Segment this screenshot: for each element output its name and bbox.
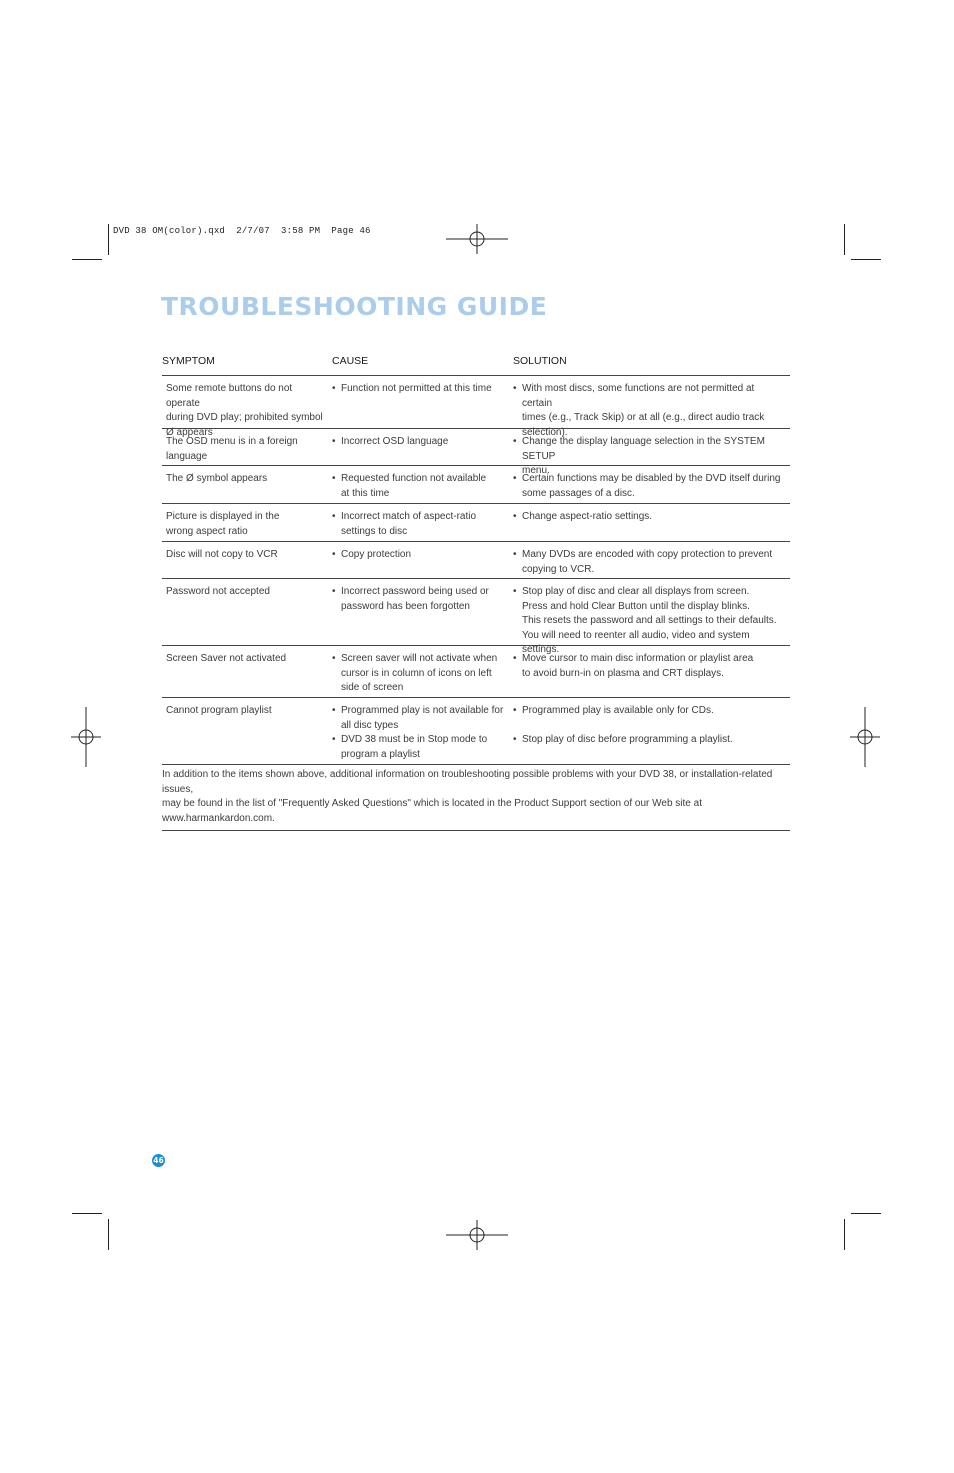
crop-mark	[108, 1219, 109, 1250]
header-solution: SOLUTION	[513, 355, 567, 367]
registration-mark-icon	[446, 1220, 508, 1250]
solution-cell	[513, 435, 790, 476]
symptom-cell: Some remote buttons do not operate during DVD play; prohibited symbol Ø appears	[166, 383, 323, 438]
solution-item: • Programmed play is available only for CDs.	[513, 704, 786, 719]
page-number-badge: 46	[153, 1156, 164, 1165]
cause-item: • Incorrect password being used or password has been forgotten	[332, 585, 513, 614]
solution-cell	[513, 548, 790, 578]
solution-cell	[513, 652, 790, 697]
cause-cell	[332, 510, 513, 541]
registration-mark-icon	[71, 707, 101, 767]
header-cause: CAUSE	[332, 355, 369, 367]
cause-cell	[332, 472, 513, 503]
table-header	[162, 352, 790, 376]
solution-item: • Certain functions may be disabled by the DVD itself during some passages of a disc.	[513, 472, 786, 501]
crop-mark	[844, 1219, 845, 1250]
cause-item: • Incorrect OSD language	[332, 435, 513, 450]
registration-mark-icon	[446, 224, 508, 254]
cause-cell	[332, 382, 513, 428]
solution-item: • Stop play of disc before programming a playlist.	[513, 733, 786, 748]
cause-item: • Copy protection	[332, 548, 513, 563]
symptom-cell: Picture is displayed in the wrong aspect ratio	[166, 511, 280, 537]
cause-cell	[332, 435, 513, 465]
solution-item: • Stop play of disc and clear all displays from screen. Press and hold Clear Button until the display blinks. This resets the password and all settings to their defaults. You will need to reenter all audio, video and system settings.	[513, 585, 786, 658]
solution-item: • Many DVDs are encoded with copy protection to prevent copying to VCR.	[513, 548, 786, 577]
cause-item: • Screen saver will not activate when cursor is in column of icons on left side of screen	[332, 652, 513, 696]
crop-mark	[72, 1213, 102, 1214]
symptom-cell: The OSD menu is in a foreign language	[166, 436, 298, 462]
solution-cell	[513, 704, 790, 764]
cause-cell	[332, 585, 513, 645]
table-row	[162, 466, 790, 504]
solution-item: • With most discs, some functions are not permitted at certain times (e.g., Track Skip) or at all (e.g., direct audio track selection).	[513, 382, 786, 440]
cause-item: • Incorrect match of aspect-ratio settings to disc	[332, 510, 513, 539]
cause-cell	[332, 652, 513, 697]
cause-item: • Programmed play is not available for all disc types	[332, 704, 513, 733]
solution-item: • Move cursor to main disc information or playlist area to avoid burn-in on plasma and CRT displays.	[513, 652, 786, 681]
solution-cell	[513, 382, 790, 438]
table-row	[162, 504, 790, 542]
file-slug: DVD 38 OM(color).qxd 2/7/07 3:58 PM Page 46	[113, 226, 371, 236]
symptom-cell: Screen Saver not activated	[166, 653, 287, 664]
symptom-cell: Disc will not copy to VCR	[166, 549, 278, 560]
solution-item: • Change aspect-ratio settings.	[513, 510, 786, 525]
table-row	[162, 579, 790, 655]
cause-item: • DVD 38 must be in Stop mode to program a playlist	[332, 733, 513, 762]
registration-mark-icon	[850, 707, 880, 767]
header-symptom: SYMPTOM	[162, 355, 215, 367]
troubleshooting-table	[162, 352, 790, 831]
crop-mark	[108, 224, 109, 255]
table-row	[162, 542, 790, 579]
table-row	[162, 646, 790, 698]
solution-cell	[513, 510, 790, 541]
solution-item: • Change the display language selection in the SYSTEM SETUP menu.	[513, 435, 786, 479]
cause-cell	[332, 548, 513, 578]
crop-mark	[72, 259, 102, 260]
table-row	[162, 429, 790, 476]
solution-cell	[513, 472, 790, 503]
page-title: TROUBLESHOOTING GUIDE	[161, 292, 548, 321]
symptom-cell: The Ø symbol appears	[166, 473, 268, 484]
crop-mark	[851, 259, 881, 260]
table-row	[162, 698, 790, 765]
footer-note: In addition to the items shown above, additional information on troubleshooting possible problems with your DVD 38, or installation-related issues, may be found in the list of "Frequently Asked Questions" which is located in the Product Support section of our Web site at www.harmankardon.com.	[162, 765, 790, 831]
symptom-cell: Cannot program playlist	[166, 705, 272, 716]
cause-item: • Requested function not available at this time	[332, 472, 513, 501]
crop-mark	[851, 1213, 881, 1214]
cause-item: • Function not permitted at this time	[332, 382, 513, 397]
cause-cell	[332, 704, 513, 764]
crop-mark	[844, 224, 845, 255]
solution-cell	[513, 585, 790, 655]
symptom-cell: Password not accepted	[166, 586, 270, 597]
table-row	[162, 376, 790, 438]
